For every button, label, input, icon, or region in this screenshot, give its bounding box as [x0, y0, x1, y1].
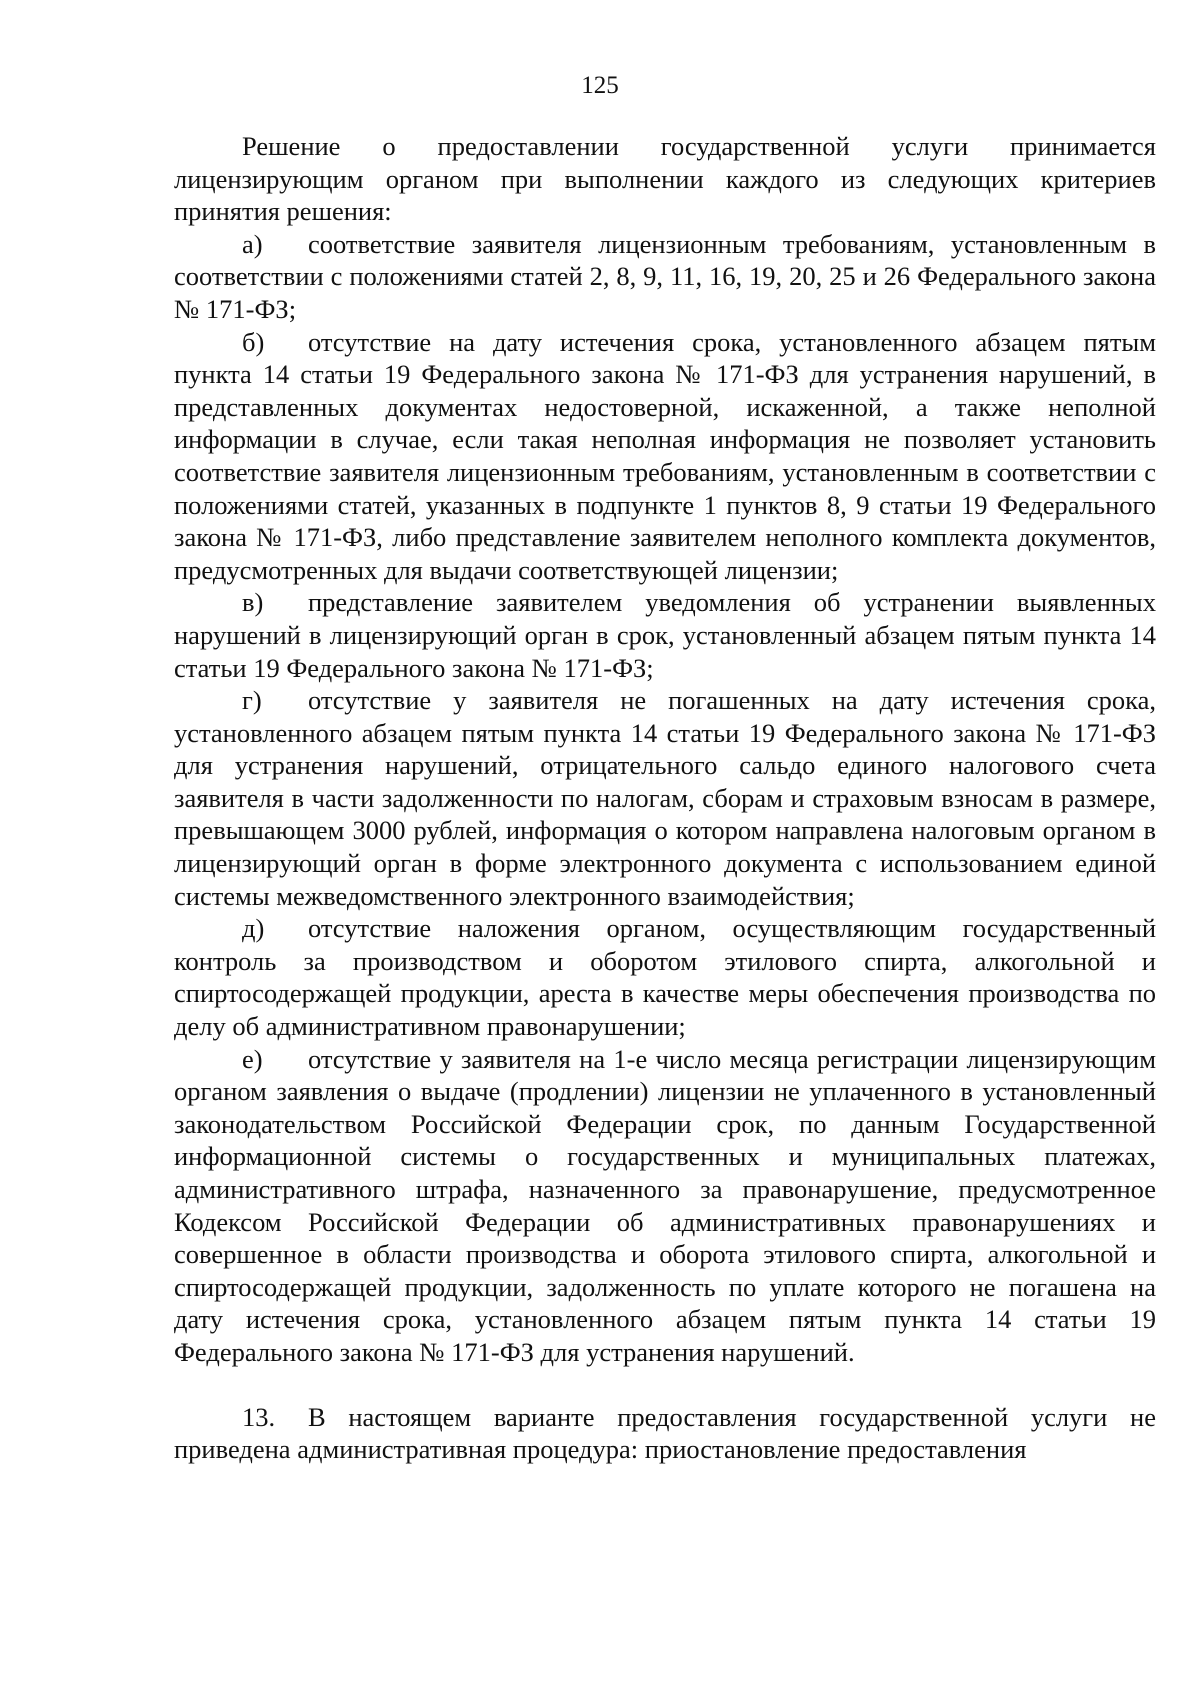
- criterion-b: [174, 326, 1156, 587]
- criterion-g: [174, 684, 1156, 912]
- document-body: [174, 130, 1156, 1466]
- criterion-text: представление заявителем уведомления об устранении выявленных нарушений в лицензирующий орган в срок, установленный абзацем пятым пункта 14 статьи 19 Федерального закона № 171-ФЗ;: [174, 587, 1156, 683]
- criterion-marker: в): [242, 587, 264, 618]
- criterion-text: отсутствие у заявителя не погашенных на дату истечения срока, установленного абзацем пятым пункта 14 статьи 19 Федерального закона № 171-ФЗ для устранения нарушений, отрицательного сальдо единого налогового счета заявителя в части задолженности по налогам, сборам и страховым взносам в размере, превышающем 3000 рублей, информация о котором направлена налоговым органом в лицензирующий орган в форме электронного документа с использованием единой системы межведомственного электронного взаимодействия;: [174, 685, 1156, 911]
- page-number: 125: [581, 72, 619, 99]
- criterion-marker: д): [242, 913, 265, 944]
- criterion-text: отсутствие наложения органом, осуществляющим государственный контроль за производством и оборотом этилового спирта, алкогольной и спиртосодержащей продукции, ареста в качестве меры обеспечения производства по делу об административном правонарушении;: [174, 913, 1156, 1042]
- criterion-a: [174, 228, 1156, 326]
- criterion-marker: е): [242, 1043, 263, 1074]
- criterion-text: соответствие заявителя лицензионным требованиям, установленным в соответствии с положениями статей 2, 8, 9, 11, 16, 19, 20, 25 и 26 Федерального закона № 171-ФЗ;: [174, 228, 1156, 324]
- criterion-marker: г): [242, 685, 262, 716]
- criterion-marker: а): [242, 228, 263, 259]
- criterion-v: [174, 586, 1156, 684]
- criterion-text: отсутствие на дату истечения срока, установленного абзацем пятым пункта 14 статьи 19 Федерального закона № 171-ФЗ для устранения нарушений, в представленных документах недостоверной, искаженной, а также неполной информации в случае, если такая неполная информация не позволяет установить соответствие заявителя лицензионным требованиям, установленным в соответствии с положениями статей, указанных в подпункте 1 пунктов 8, 9 статьи 19 Федерального закона № 171-ФЗ, либо представление заявителем неполного комплекта документов, предусмотренных для выдачи соответствующей лицензии;: [174, 326, 1156, 585]
- section-text: В настоящем варианте предоставления государственной услуги не приведена административная процедура: приостановление предоставления: [174, 1401, 1156, 1465]
- criterion-text: отсутствие у заявителя на 1-е число месяца регистрации лицензирующим органом заявления о выдаче (продлении) лицензии не уплаченного в установленный законодательством Российской Федерации срок, по данным Государственной информационной системы о государственных и муниципальных платежах, административного штрафа, назначенного за правонарушение, предусмотренное Кодексом Российской Федерации об административных правонарушениях и совершенное в области производства и оборота этилового спирта, алкогольной и спиртосодержащей продукции, задолженность по уплате которого не погашена на дату истечения срока, установленного абзацем пятым пункта 14 статьи 19 Федерального закона № 171-ФЗ для устранения нарушений.: [174, 1043, 1156, 1367]
- section-13-paragraph: [174, 1401, 1156, 1466]
- criterion-e: [174, 1043, 1156, 1369]
- criterion-d: [174, 912, 1156, 1042]
- criterion-marker: б): [242, 326, 265, 357]
- section-number: 13.: [242, 1401, 276, 1432]
- intro-paragraph: Решение о предоставлении государственной услуги принимается лицензирующим органом при выполнении каждого из следующих критериев принятия решения:: [174, 131, 1156, 227]
